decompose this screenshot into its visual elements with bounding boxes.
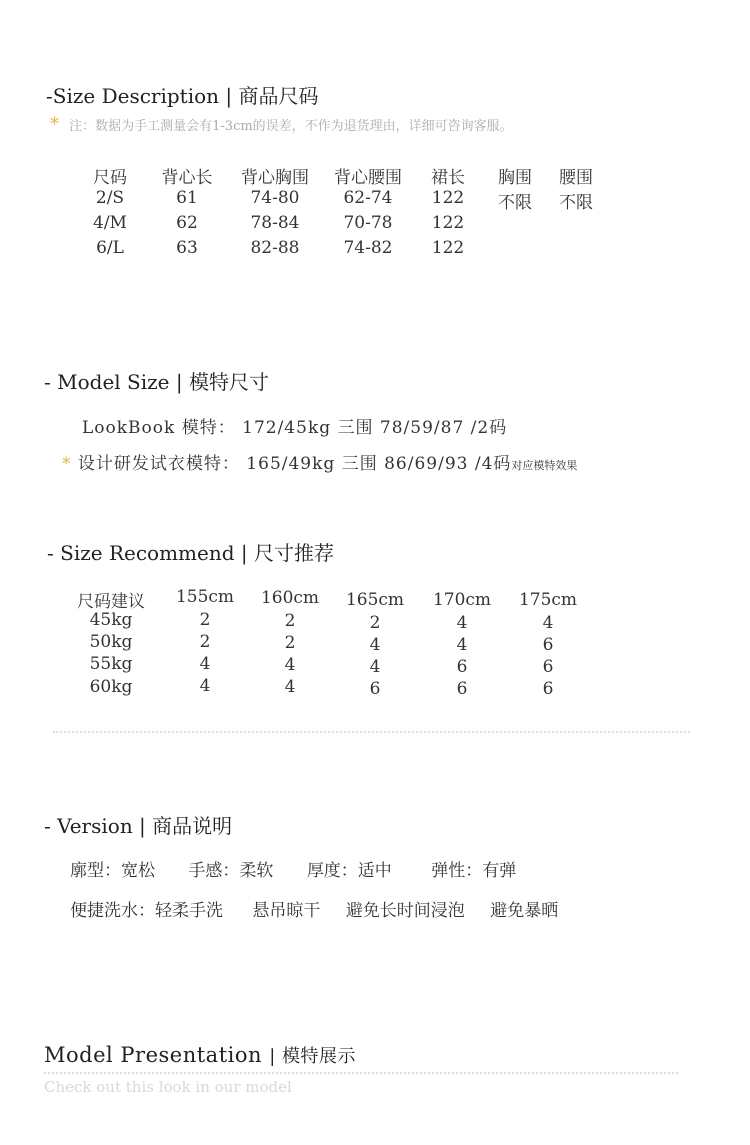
presentation-dotted-divider [44, 1072, 678, 1074]
recommend-cell: 2 [284, 611, 296, 631]
fitting-model-text: 设计研发试衣模特： 165/49kg 三围 86/69/93 /4码 [77, 454, 512, 474]
size-recommend-heading: - Size Recommend | 尺寸推荐 [47, 541, 334, 565]
recommend-cell: 45kg [89, 610, 133, 630]
soak-instruction: 避免长时间浸泡 [345, 901, 465, 921]
thickness-spec: 厚度：适中 [306, 861, 392, 881]
size-cell: 6/L [96, 238, 124, 258]
recommend-cell: 4 [456, 613, 468, 633]
size-header-cell: 背心长 [161, 168, 213, 188]
size-cell: 62 [176, 213, 198, 233]
recommend-cell: 4 [456, 635, 468, 655]
version-heading: - Version | 商品说明 [44, 814, 233, 838]
model-presentation-title-cn: | 模特展示 [269, 1046, 356, 1067]
size-cell: 122 [431, 238, 465, 258]
recommend-cell: 2 [199, 610, 211, 630]
recommend-header-cell: 155cm [175, 587, 235, 607]
size-cell: 61 [176, 188, 198, 208]
size-header-cell: 背心腰围 [334, 168, 402, 188]
elasticity-spec: 弹性：有弹 [431, 861, 517, 881]
note-star: * [50, 114, 59, 135]
size-cell: 不限 [498, 193, 532, 213]
version-line-1 [70, 856, 516, 881]
recommend-header-cell: 170cm [432, 590, 492, 610]
size-cell: 74-82 [343, 238, 393, 258]
wash-instruction: 便捷洗水：轻柔手洗 [70, 901, 223, 921]
fitting-model-line [62, 449, 577, 474]
size-cell: 70-78 [343, 213, 393, 233]
version-line-2 [70, 896, 558, 921]
size-header-cell: 背心胸围 [241, 168, 309, 188]
size-cell: 不限 [559, 193, 593, 213]
recommend-cell: 6 [542, 635, 554, 655]
silhouette-spec: 廓型：宽松 [70, 861, 155, 881]
recommend-header-cell: 165cm [345, 590, 405, 610]
recommend-cell: 2 [369, 613, 381, 633]
recommend-cell: 6 [369, 679, 381, 699]
size-cell: 4/M [93, 213, 127, 233]
size-cell: 74-80 [250, 188, 300, 208]
size-cell: 62-74 [343, 188, 393, 208]
size-cell: 78-84 [250, 213, 300, 233]
size-note [50, 114, 513, 135]
recommend-cell: 2 [199, 632, 211, 652]
size-header-cell: 胸围 [498, 168, 532, 188]
recommend-cell: 4 [284, 655, 296, 675]
recommend-cell: 6 [456, 679, 468, 699]
recommend-header-cell: 175cm [518, 590, 578, 610]
recommend-cell: 4 [369, 657, 381, 677]
size-description-heading: -Size Description | 商品尺码 [46, 84, 319, 108]
size-header-cell: 腰围 [559, 168, 593, 188]
dry-instruction: 悬吊晾干 [252, 901, 321, 921]
fitting-model-note: 对应模特效果 [511, 459, 578, 472]
model-presentation-title-en: Model Presentation [44, 1043, 263, 1067]
model-size-heading: - Model Size | 模特尺寸 [44, 370, 269, 394]
recommend-cell: 4 [199, 676, 211, 696]
model-star: * [62, 454, 72, 474]
sun-instruction: 避免暴晒 [490, 901, 559, 921]
recommend-cell: 4 [542, 613, 554, 633]
size-header-cell: 尺码 [93, 168, 127, 188]
recommend-cell: 6 [542, 679, 554, 699]
recommend-cell: 50kg [89, 632, 133, 652]
recommend-cell: 6 [456, 657, 468, 677]
recommend-cell: 2 [284, 633, 296, 653]
recommend-cell: 4 [284, 677, 296, 697]
note-text: 注：数据为手工测量会有1-3cm的误差，不作为退货理由，详细可咨询客服。 [69, 119, 513, 134]
recommend-cell: 4 [369, 635, 381, 655]
size-cell: 122 [431, 213, 465, 233]
model-presentation-subtitle: Check out this look in our model [44, 1078, 292, 1096]
size-cell: 82-88 [250, 238, 300, 258]
hand-feel-spec: 手感：柔软 [188, 861, 274, 881]
recommend-cell: 60kg [89, 677, 133, 697]
size-cell: 122 [431, 188, 465, 208]
lookbook-model-line: LookBook 模特： 172/45kg 三围 78/59/87 /2码 [82, 418, 508, 438]
recommend-cell: 6 [542, 657, 554, 677]
recommend-header-cell: 160cm [260, 588, 320, 608]
size-cell: 63 [176, 238, 198, 258]
recommend-cell: 4 [199, 654, 211, 674]
dotted-divider [53, 731, 690, 733]
recommend-header-cell: 尺码建议 [77, 592, 145, 612]
model-presentation-title [44, 1042, 356, 1068]
size-header-cell: 裙长 [431, 168, 465, 188]
size-cell: 2/S [95, 188, 125, 208]
recommend-cell: 55kg [89, 654, 133, 674]
